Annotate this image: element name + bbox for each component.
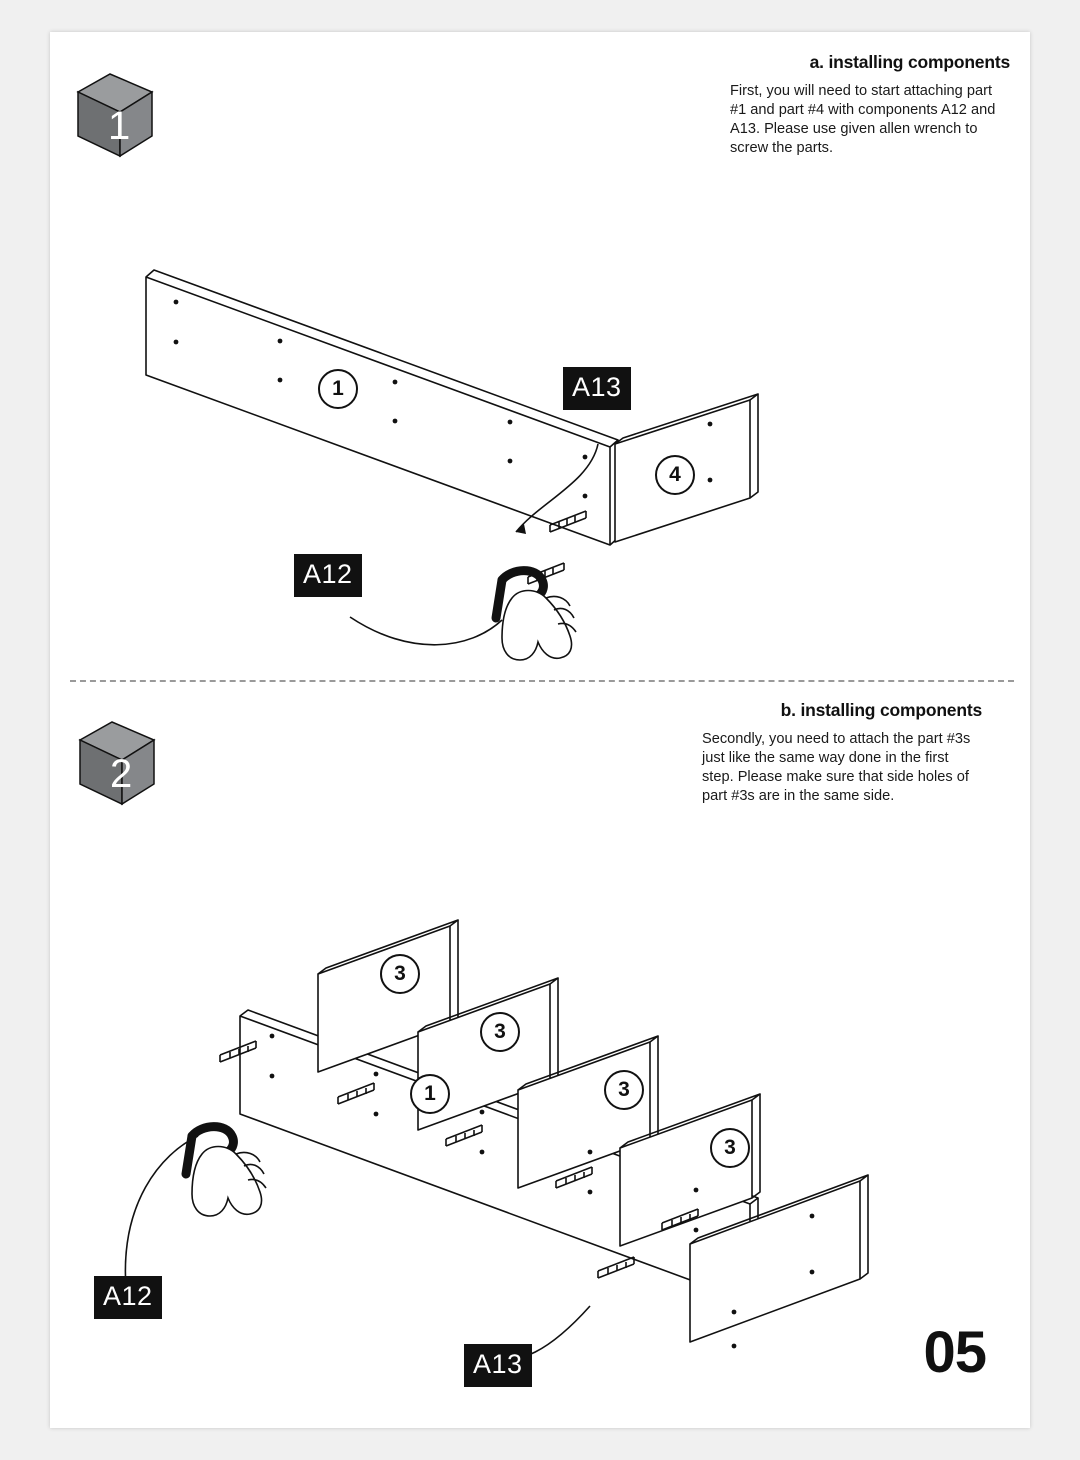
step-2-part-label-1: 1 (410, 1074, 450, 1114)
leader-a12 (350, 617, 502, 645)
step-2-title: b. installing components (780, 700, 982, 720)
instruction-sheet (50, 32, 1030, 1428)
step-1-body: First, you will need to start attaching part #1 and part #4 with components A12 and A13. Please use given allen wrench to screw the parts. (730, 83, 996, 156)
page-number: 05 (923, 1320, 986, 1385)
hand-icon (192, 1147, 266, 1217)
step-2-part-label-3b: 3 (480, 1012, 520, 1052)
step-2-tag-a13: A13 (464, 1344, 532, 1387)
step-2-part-label-3c: 3 (604, 1070, 644, 1110)
step-2-body: Secondly, you need to attach the part #3s just like the same way done in the first step. Please make sure that side holes of part #3s are in the same side. (702, 731, 971, 804)
section-divider (70, 680, 1014, 682)
step-2-tag-a12: A12 (94, 1276, 162, 1319)
step-2-badge-number: 2 (110, 752, 133, 796)
step-2-part-label-3d: 3 (710, 1128, 750, 1168)
step-1-part-label-4: 4 (655, 455, 695, 495)
step-1-tag-a13: A13 (563, 367, 631, 410)
step-1 (50, 32, 1030, 680)
step-1-title: a. installing components (809, 52, 1010, 72)
step-1-tag-a12: A12 (294, 554, 362, 597)
step-1-badge-number: 1 (108, 104, 131, 148)
step-2 (50, 684, 1030, 1428)
step-2-illustration (50, 684, 1030, 1428)
step-1-part-label-1: 1 (318, 369, 358, 409)
step-2-drawing (50, 684, 1030, 1428)
hand-icon (502, 591, 576, 661)
step-1-drawing (50, 32, 1030, 680)
step-2-part-label-3a: 3 (380, 954, 420, 994)
step-1-illustration (50, 32, 1030, 680)
